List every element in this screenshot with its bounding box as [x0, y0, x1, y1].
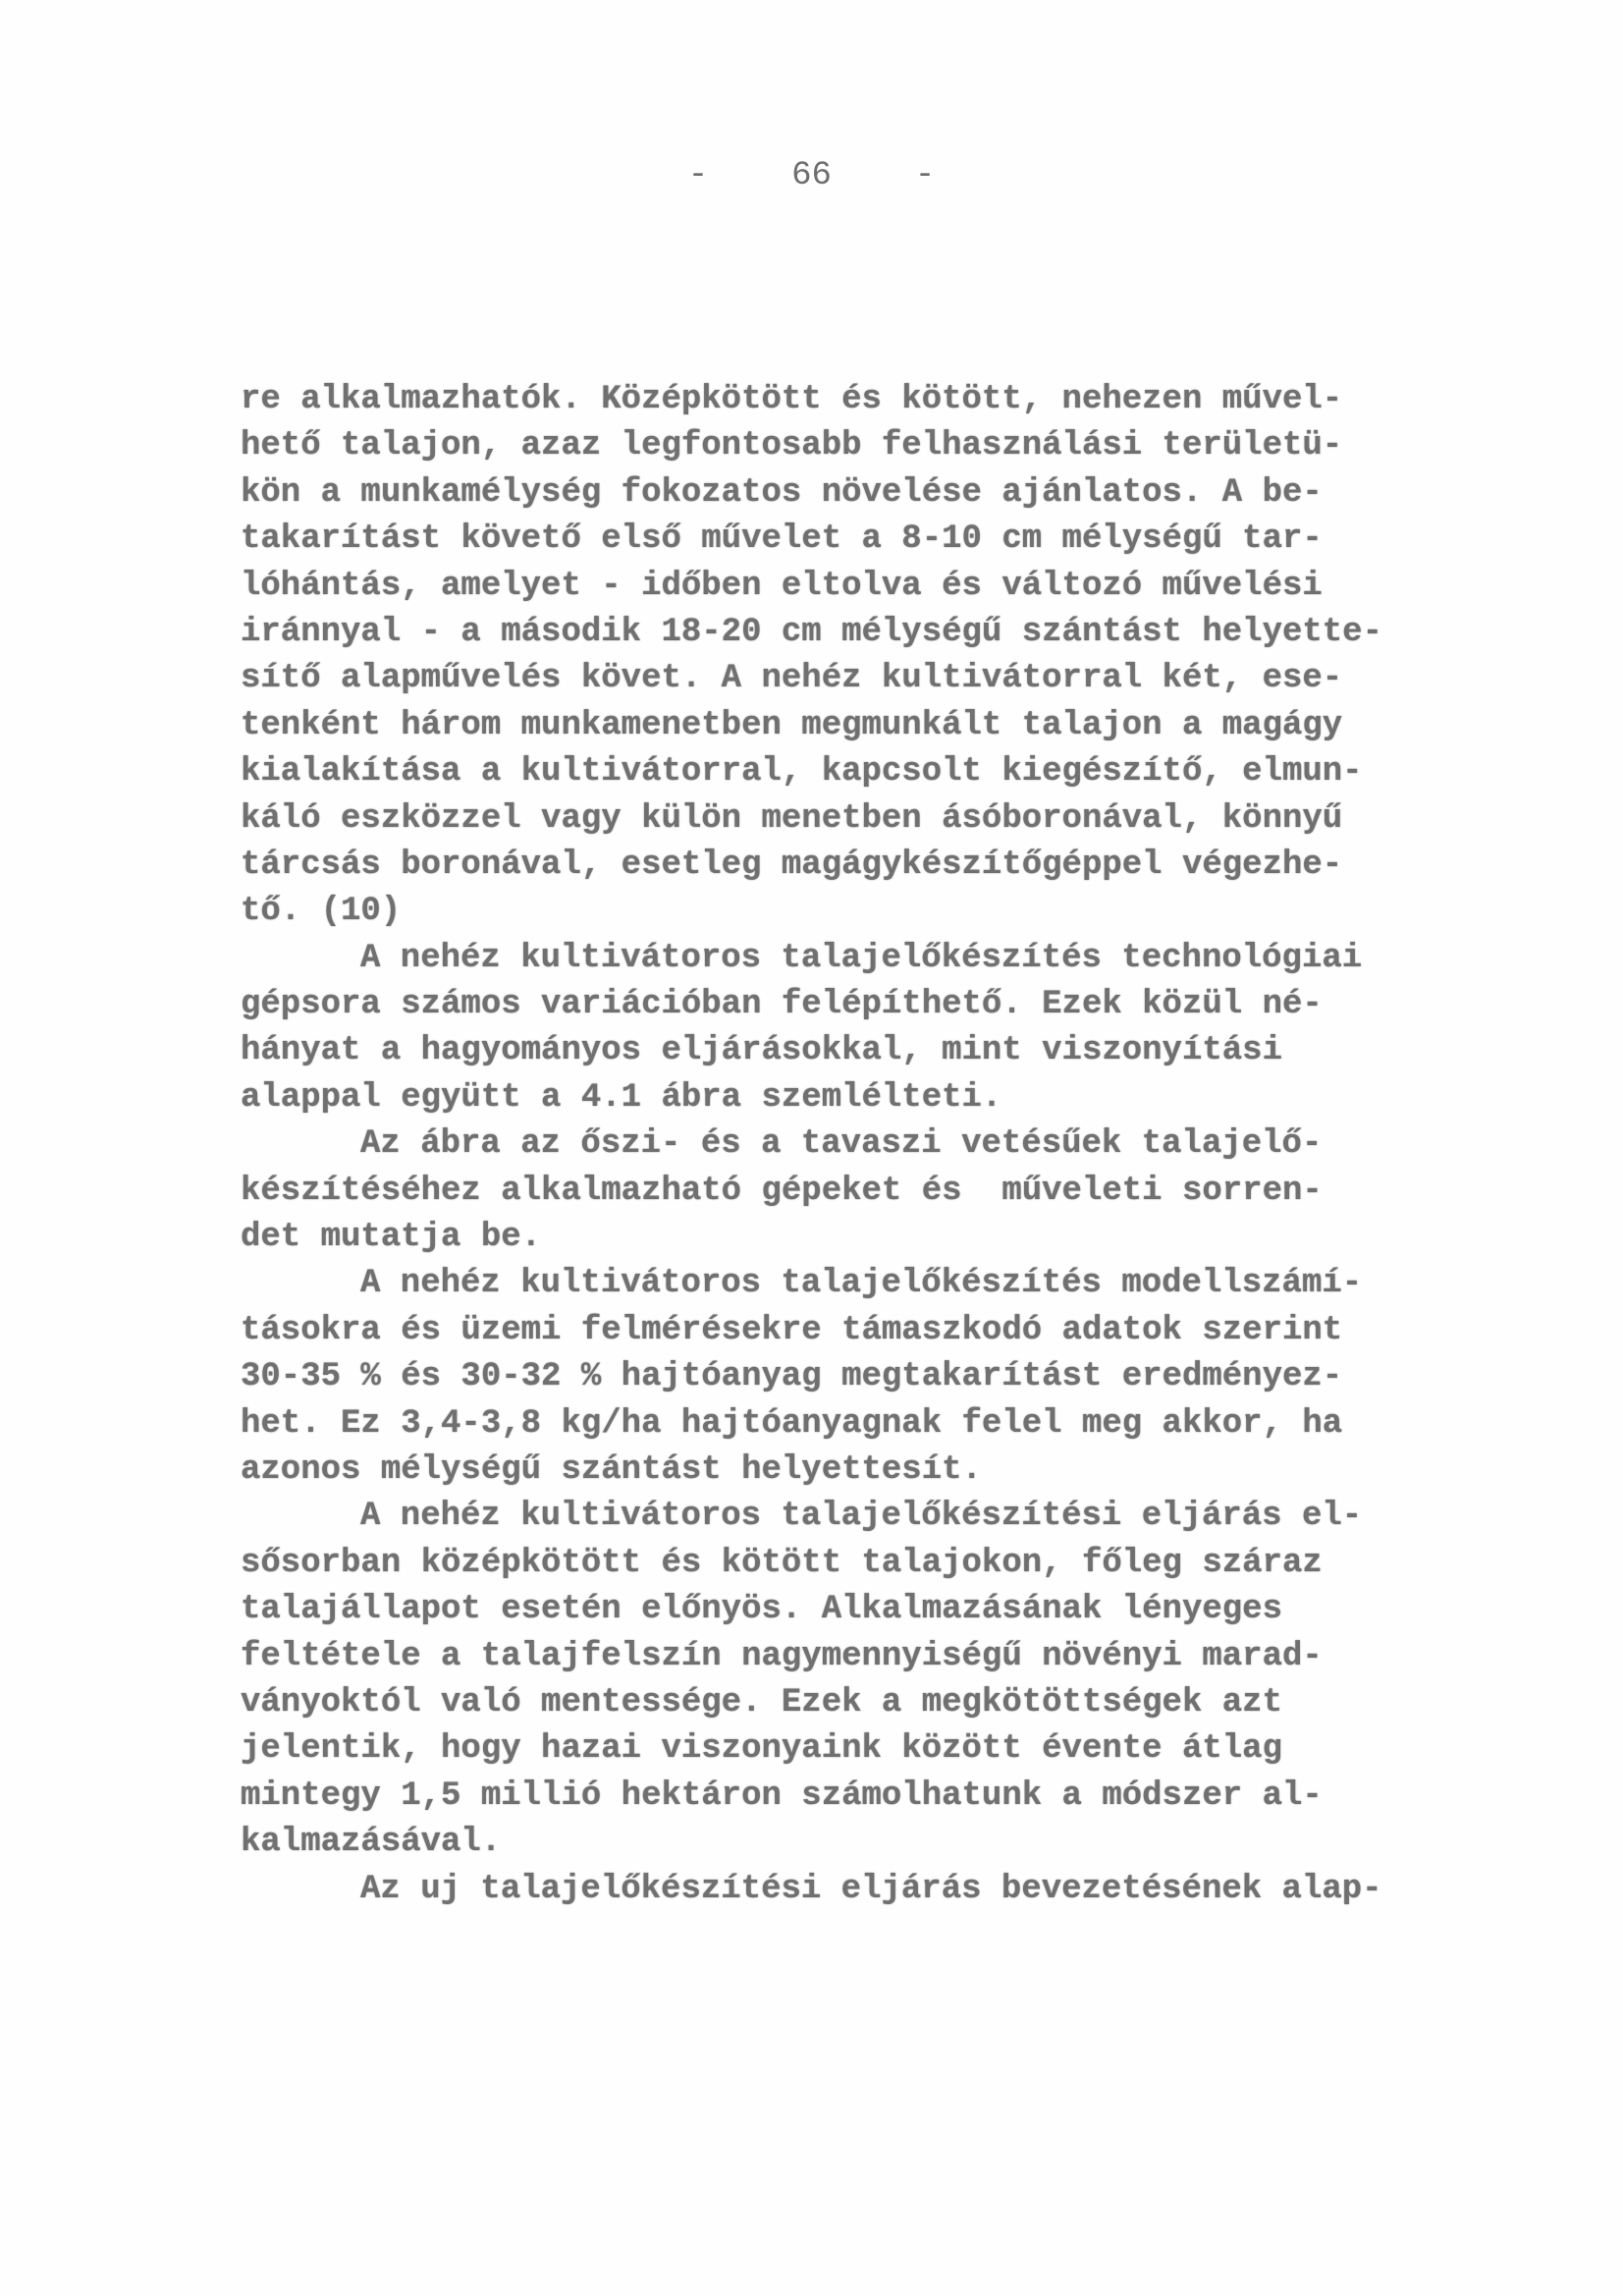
text-line: A nehéz kultivátoros talajelőkészítés technológiai — [360, 939, 1363, 977]
text-line: tárcsás boronával, esetleg magágykészítőgéppel végezhe- — [241, 846, 1343, 884]
text-line: tenként három munkamenetben megmunkált talajon a magágy — [241, 706, 1343, 744]
text-line: ványoktól való mentessége. Ezek a megkötöttségek azt — [241, 1683, 1282, 1722]
text-line: re alkalmazhatók. Középkötött és kötött, nehezen művel- — [241, 381, 1343, 418]
text-line: gépsora számos variációban felépíthető. Ezek közül né- — [241, 986, 1323, 1024]
text-line: hányat a hagyományos eljárásokkal, mint viszonyítási — [241, 1032, 1282, 1070]
text-line: A nehéz kultivátoros talajelőkészítés modellszámí- — [360, 1265, 1363, 1303]
text-line: káló eszközzel vagy külön menetben ásóboronával, könnyű — [241, 799, 1343, 838]
text-line: het. Ez 3,4-3,8 kg/ha hajtóanyagnak felel meg akkor, ha — [241, 1404, 1343, 1443]
text-line: készítéséhez alkalmazható gépeket és műveleti sorren- — [241, 1172, 1323, 1210]
text-line: kön a munkamélység fokozatos növelése ajánlatos. A be- — [241, 473, 1323, 512]
text-line: sítő alapművelés követ. A nehéz kultivátorral két, ese- — [241, 660, 1343, 698]
text-line: sősorban középkötött és kötött talajokon, főleg száraz — [241, 1544, 1323, 1582]
page-number — [0, 157, 1623, 194]
text-line: takarítást követő első művelet a 8-10 cm mélységű tar- — [241, 520, 1323, 559]
body-text — [241, 377, 1438, 1913]
text-line: Az ábra az őszi- és a tavaszi vetésűek talajelő- — [360, 1125, 1323, 1164]
text-line: alappal együtt a 4.1 ábra szemlélteti. — [241, 1078, 1002, 1117]
text-line: jelentik, hogy hazai viszonyaink között évente átlag — [241, 1730, 1282, 1769]
text-line: 30-35 % és 30-32 % hajtóanyag megtakarítást eredményez- — [241, 1358, 1343, 1396]
text-line: iránnyal - a második 18-20 cm mélységű szántást helyette- — [241, 613, 1382, 651]
page-number-value: 66 — [791, 157, 832, 194]
text-line: Az uj talajelőkészítési eljárás bevezetésének alap- — [360, 1870, 1382, 1908]
text-line: talajállapot esetén előnyös. Alkalmazásának lényeges — [241, 1591, 1282, 1629]
text-line: det mutatja be. — [241, 1219, 542, 1257]
page-number-dash-left: - — [687, 157, 709, 194]
text-line: tásokra és üzemi felmérésekre támaszkodó adatok szerint — [241, 1311, 1343, 1349]
page-number-dash-right: - — [914, 157, 936, 194]
text-line: A nehéz kultivátoros talajelőkészítési eljárás el- — [360, 1498, 1363, 1536]
text-line: kalmazásával. — [241, 1824, 502, 1862]
text-line: tő. (10) — [241, 893, 402, 931]
text-line: lóhántás, amelyet - időben eltolva és változó művelési — [241, 567, 1323, 605]
text-line: azonos mélységű szántást helyettesít. — [241, 1450, 982, 1489]
text-line: kialakítása a kultivátorral, kapcsolt kiegészítő, elmun- — [241, 753, 1363, 792]
text-line: hető talajon, azaz legfontosabb felhasználási területü- — [241, 427, 1343, 465]
text-line: feltétele a talajfelszín nagymennyiségű növényi marad- — [241, 1637, 1323, 1675]
text-line: mintegy 1,5 millió hektáron számolhatunk a módszer al- — [241, 1777, 1323, 1815]
